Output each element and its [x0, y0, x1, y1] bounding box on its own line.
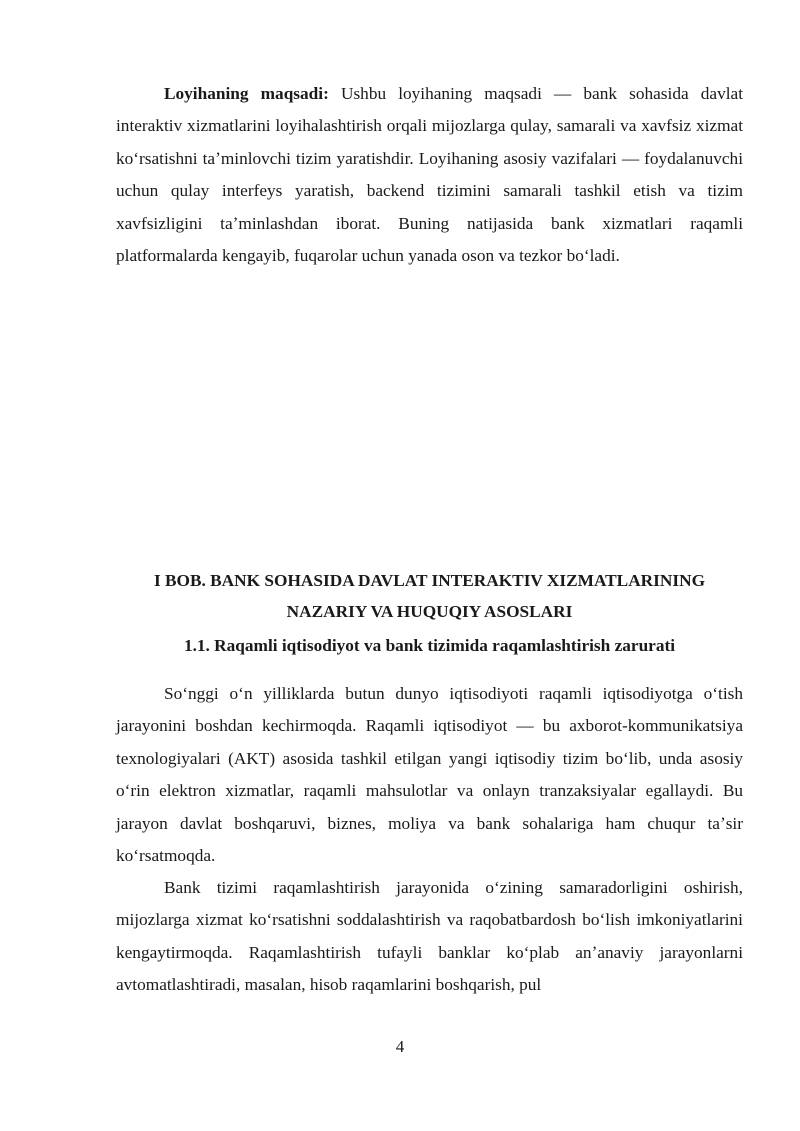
chapter-heading-line-2: NAZARIY VA HUQUQIY ASOSLARI: [286, 602, 573, 621]
chapter-heading-line-1: I BOB. BANK SOHASIDA DAVLAT INTERAKTIV XIZMATLARINING: [153, 571, 706, 590]
body-paragraph-2-block: [116, 872, 743, 1002]
body-paragraph-1-block: [116, 678, 743, 872]
page-number: 4: [395, 1037, 405, 1056]
body-paragraph: Bank tizimi raqamlashtirish jarayonida oʻzining samaradorligini oshirish, mijozlarga xizmat koʻrsatishni soddalashtirish va raqobatbardosh boʻlish imkoniyatlarini kengaytirmoqda. Raqamlashtirish tufayli banklar koʻplab anʼanaviy jarayonlarni avtomatlashtiradi, masalan, hisob raqamlarini boshqarish, pul: [116, 878, 743, 995]
chapter-heading: [116, 565, 743, 627]
project-goal-paragraph: [116, 78, 743, 272]
project-goal-section: [116, 78, 743, 272]
project-goal-text: Ushbu loyihaning maqsadi — bank sohasida davlat interaktiv xizmatlarini loyihalashtirish orqali mijozlarga qulay, samarali va xavfsiz xizmat koʻrsatishni taʼminlovchi tizim yaratishdir. Loyihaning asosiy vazifalari — foydalanuvchi uchun qulay interfeys yaratish, backend tizimini samarali tashkil etish va tizim xavfsizligini taʼminlashdan iborat. Buning natijasida bank xizmatlari raqamli platformalarda kengayib, fuqarolar uchun yanada oson va tezkor boʻladi.: [116, 84, 743, 266]
project-goal-label: Loyihaning maqsadi:: [164, 84, 329, 103]
section-heading: 1.1. Raqamli iqtisodiyot va bank tizimida raqamlashtirish zarurati: [183, 636, 676, 655]
body-paragraph: Soʻnggi oʻn yilliklarda butun dunyo iqtisodiyoti raqamli iqtisodiyotga oʻtish jarayonini boshdan kechirmoqda. Raqamli iqtisodiyot — bu axborot-kommunikatsiya texnologiyalari (AKT) asosida tashkil etilgan yangi iqtisodiy tizim boʻlib, unda asosiy oʻrin elektron xizmatlar, raqamli mahsulotlar va onlayn tranzaksiyalar egallaydi. Bu jarayon davlat boshqaruvi, biznes, moliya va bank sohalariga ham chuqur taʼsir koʻrsatmoqda.: [116, 684, 743, 866]
